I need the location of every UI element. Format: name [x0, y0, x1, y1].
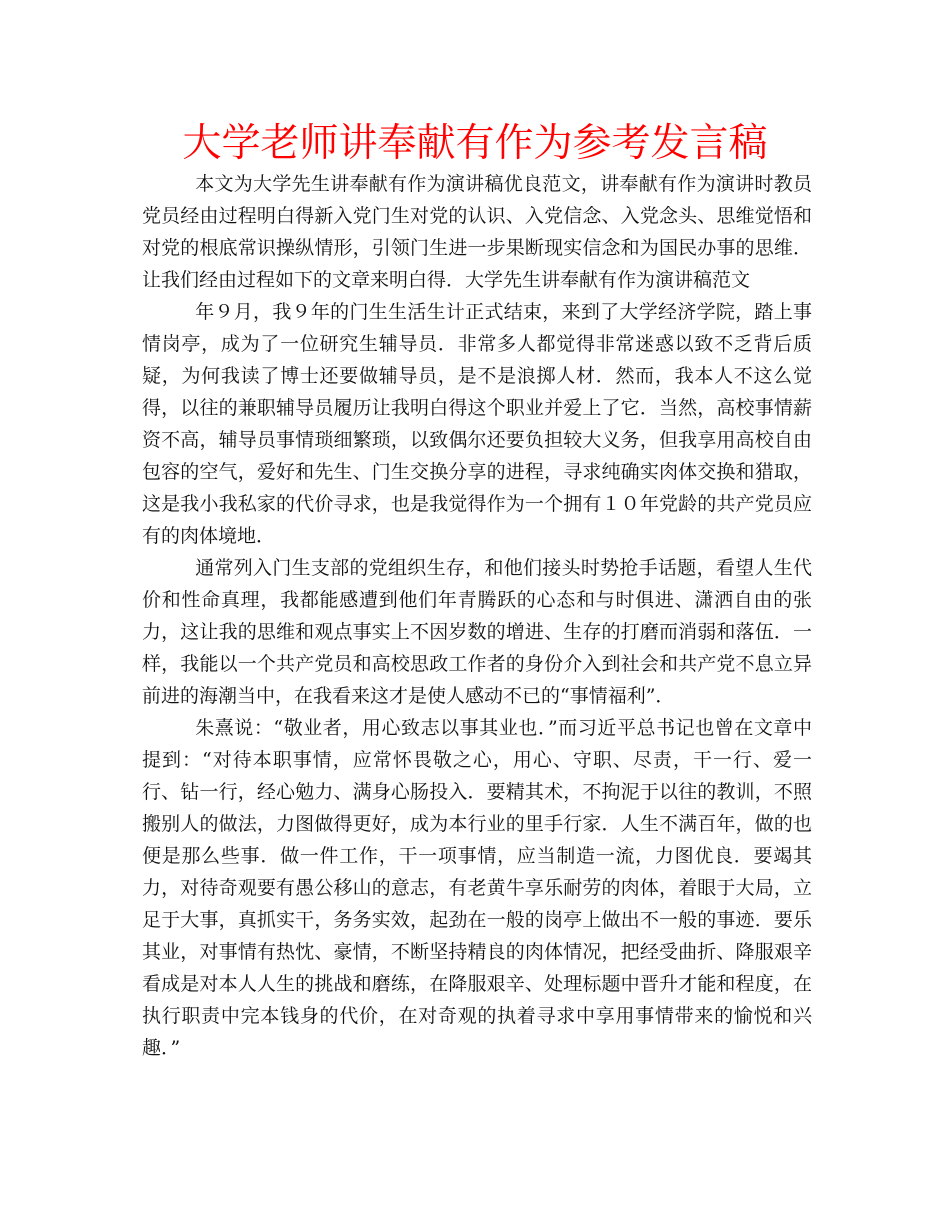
paragraph-party-life: 通常列入门生支部的党组织生存，和他们接头时势抢手话题，看望人生代价和性命真理，我都能感遭到他们年青腾跃的心态和与时俱进、潇洒自由的张力，这让我的思维和观点事实上不因岁数的增进、生存的打磨而消弱和落伍．一样，我能以一个共产党员和高校思政工作者的身份介入到社会和共产党不息立异前进的海潮当中，在我看来这才是使人感动不已的“事情福利”． [142, 557, 812, 707]
document-title: 大学老师讲奉献有作为参考发言稿 [182, 121, 768, 166]
paragraph-intro: 本文为大学先生讲奉献有作为演讲稿优良范文，讲奉献有作为演讲时教员党员经由过程明白得新入党门生对党的认识、入党信念、入党念头、思维觉悟和对党的根底常识操纵情形，引领门生进一步果断现实信念和为国民办事的思维．让我们经由过程如下的文章来明白得．大学先生讲奉献有作为演讲稿范文 [142, 173, 812, 291]
paragraph-dedication-quote: 朱熹说：“敬业者，用心致志以事其业也．”而习近平总书记也曾在文章中提到：“对待本职事情，应常怀畏敬之心，用心、守职、尽责，干一行、爱一行、钻一行，经心勉力、满身心肠投入．要精其术，不拘泥于以往的教训，不照搬别人的做法，力图做得更好，成为本行业的里手行家．人生不满百年，做的也便是那么些事．做一件工作，干一项事情，应当制造一流，力图优良．要竭其力，对待奇观要有愚公移山的意志，有老黄牛享乐耐劳的肉体，着眼于大局，立足于大事，真抓实干，务务实效，起劲在一般的岗亭上做出不一般的事迹．要乐其业，对事情有热忱、豪情，不断坚持精良的肉体情况，把经受曲折、降服艰辛看成是对本人人生的挑战和磨练，在降服艰辛、处理标题中晋升才能和程度，在执行职责中完本钱身的代价，在对奇观的执着寻求中享用事情带来的愉悦和兴趣．” [142, 717, 812, 1059]
paragraph-career: 年９月，我９年的门生生活生计正式结束，来到了大学经济学院，踏上事情岗亭，成为了一位研究生辅导员．非常多人都觉得非常迷惑以致不乏背后质疑，为何我读了博士还要做辅导员，是不是浪掷人材．然而，我本人不这么觉得，以往的兼职辅导员履历让我明白得这个职业并爱上了它．当然，高校事情薪资不高，辅导员事情琐细繁琐，以致偶尔还要负担较大义务，但我享用高校自由包容的空气，爱好和先生、门生交换分享的进程，寻求纯确实肉体交换和猎取，这是我小我私家的代价寻求，也是我觉得作为一个拥有１０年党龄的共产党员应有的肉体境地． [142, 301, 812, 547]
document-body [142, 168, 812, 1064]
